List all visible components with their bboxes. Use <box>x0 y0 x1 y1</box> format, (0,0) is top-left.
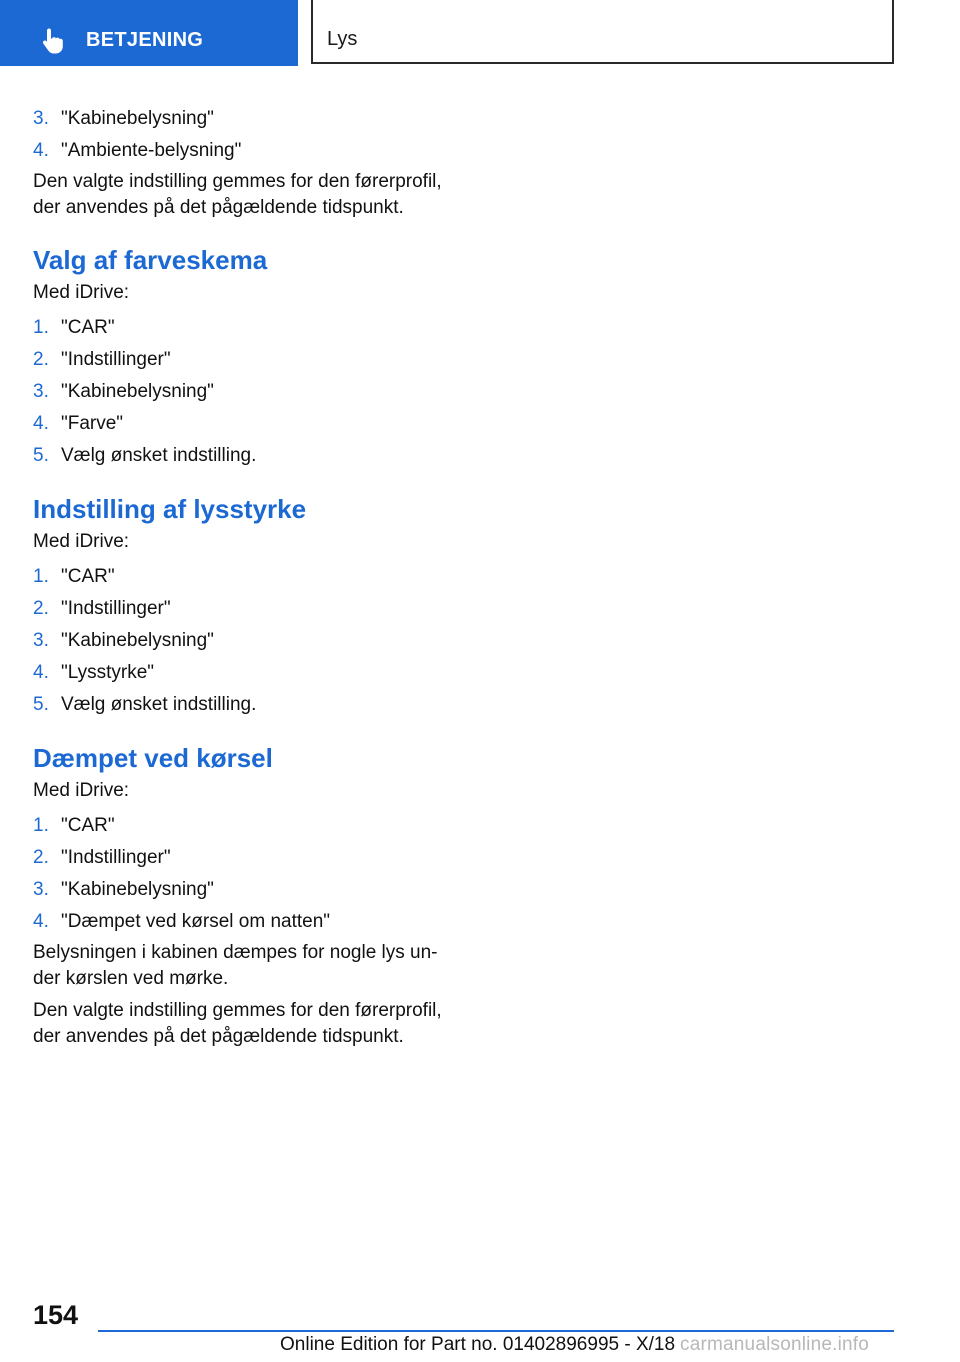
list-item <box>33 312 453 344</box>
note-paragraph: Den valgte indstilling gemmes for den førerprofil, der anvendes på det pågældende tidspunkt. <box>33 1000 442 1047</box>
list-item <box>33 593 453 625</box>
note-paragraph: Den valgte indstilling gemmes for den førerprofil, der anvendes på det pågældende tidspunkt. <box>33 171 442 218</box>
watermark-text: carmanualsonline.info <box>680 1334 870 1355</box>
list-item <box>33 625 453 657</box>
section-subtitle: Med iDrive: <box>33 282 130 303</box>
list-item <box>33 906 453 938</box>
step-text: "Indstillinger" <box>61 349 171 370</box>
step-text: "CAR" <box>61 566 115 587</box>
step-number: 5. <box>33 445 49 466</box>
section-subtitle: Med iDrive: <box>33 531 130 552</box>
list-item <box>33 376 453 408</box>
section-heading: Indstilling af lysstyrke <box>33 494 307 524</box>
step-text: "Kabinebelysning" <box>61 381 214 402</box>
step-text: "Farve" <box>61 413 124 434</box>
step-number: 3. <box>33 879 49 900</box>
step-text: Vælg ønsket indstilling. <box>61 445 257 466</box>
hand-pointer-icon <box>42 27 66 54</box>
step-number: 4. <box>33 911 49 932</box>
step-number: 3. <box>33 630 49 651</box>
list-item <box>33 689 453 721</box>
step-number: 5. <box>33 694 49 715</box>
page-topic-box <box>311 0 894 64</box>
step-text: "CAR" <box>61 815 115 836</box>
step-number: 2. <box>33 349 49 370</box>
section-label: BETJENING <box>86 29 204 51</box>
list-item <box>33 657 453 689</box>
list-item <box>33 842 453 874</box>
list-item <box>33 408 453 440</box>
step-text: "Indstillinger" <box>61 598 171 619</box>
step-number: 4. <box>33 662 49 683</box>
note-paragraph: Belysningen i kabinen dæmpes for nogle lys un-der kørslen ved mørke. <box>33 942 438 989</box>
step-text: "Indstillinger" <box>61 847 171 868</box>
step-number: 3. <box>33 108 49 129</box>
step-text: "Kabinebelysning" <box>61 879 214 900</box>
step-number: 4. <box>33 140 49 161</box>
step-number: 1. <box>33 815 49 836</box>
section-subtitle: Med iDrive: <box>33 780 130 801</box>
list-item <box>33 344 453 376</box>
step-number: 1. <box>33 566 49 587</box>
footer-divider <box>98 1330 894 1332</box>
step-number: 3. <box>33 381 49 402</box>
step-text: Vælg ønsket indstilling. <box>61 694 257 715</box>
step-text: "Ambiente-belysning" <box>61 140 242 161</box>
step-text: "Kabinebelysning" <box>61 630 214 651</box>
list-item <box>33 103 453 135</box>
section-heading: Valg af farveskema <box>33 245 268 275</box>
step-number: 1. <box>33 317 49 338</box>
section-heading: Dæmpet ved kørsel <box>33 743 273 773</box>
step-number: 2. <box>33 598 49 619</box>
header-section-tab <box>0 0 298 66</box>
step-number: 2. <box>33 847 49 868</box>
list-item <box>33 135 453 167</box>
main-content <box>33 103 453 1050</box>
list-item <box>33 874 453 906</box>
list-item <box>33 561 453 593</box>
page-number: 154 <box>33 1300 79 1330</box>
step-text: "CAR" <box>61 317 115 338</box>
edition-footer: Online Edition for Part no. 01402896995 - X/18 <box>280 1334 676 1355</box>
list-item <box>33 810 453 842</box>
page-topic-title: Lys <box>327 28 358 50</box>
step-text: "Lysstyrke" <box>61 662 155 683</box>
step-text: "Dæmpet ved kørsel om natten" <box>61 911 331 932</box>
step-number: 4. <box>33 413 49 434</box>
list-item <box>33 440 453 472</box>
step-text: "Kabinebelysning" <box>61 108 214 129</box>
